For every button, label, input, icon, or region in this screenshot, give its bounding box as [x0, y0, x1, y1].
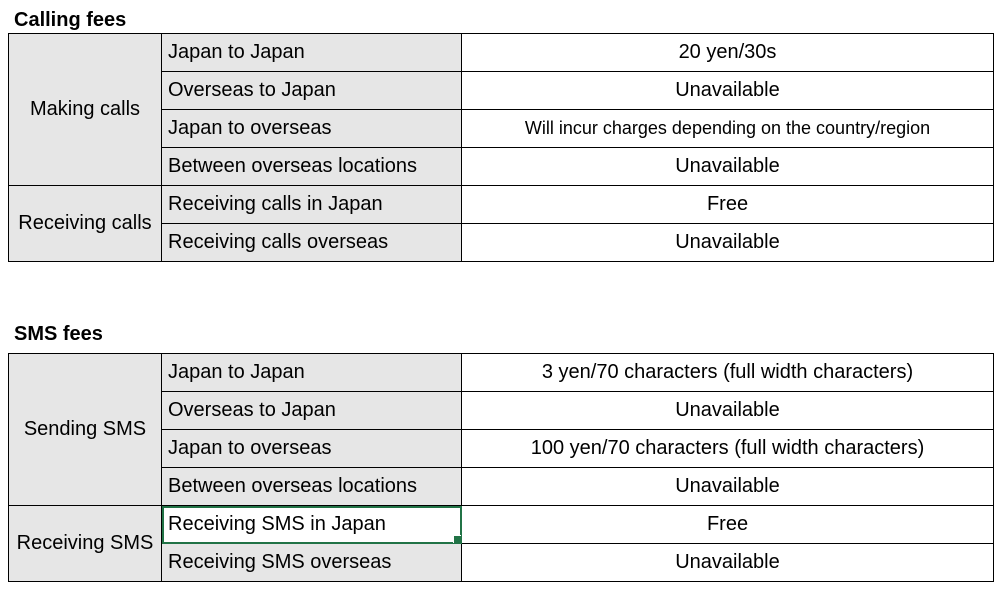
sms-fees-table	[8, 353, 994, 582]
calling-japan-to-japan-label[interactable]: Japan to Japan	[162, 34, 462, 72]
receiving-calls-japan-label[interactable]: Receiving calls in Japan	[162, 186, 462, 224]
sms-fees-title: SMS fees	[14, 323, 103, 345]
calling-between-overseas-value[interactable]: Unavailable	[462, 148, 994, 186]
calling-japan-to-overseas-label[interactable]: Japan to overseas	[162, 110, 462, 148]
calling-fees-title: Calling fees	[14, 9, 127, 31]
receiving-sms-japan-value[interactable]: Free	[462, 506, 994, 544]
sms-overseas-to-japan-label[interactable]: Overseas to Japan	[162, 392, 462, 430]
table-row	[9, 186, 994, 224]
sms-japan-to-overseas-value[interactable]: 100 yen/70 characters (full width characters)	[462, 430, 994, 468]
calling-overseas-to-japan-value[interactable]: Unavailable	[462, 72, 994, 110]
receiving-calls-japan-value[interactable]: Free	[462, 186, 994, 224]
making-calls-group[interactable]: Making calls	[9, 34, 162, 186]
calling-overseas-to-japan-label[interactable]: Overseas to Japan	[162, 72, 462, 110]
receiving-sms-japan-label[interactable]	[162, 506, 462, 544]
sms-japan-to-japan-label[interactable]: Japan to Japan	[162, 354, 462, 392]
receiving-sms-japan-label-text: Receiving SMS in Japan	[168, 513, 386, 535]
calling-japan-to-japan-value[interactable]: 20 yen/30s	[462, 34, 994, 72]
table-row	[9, 354, 994, 392]
receiving-calls-group[interactable]: Receiving calls	[9, 186, 162, 262]
calling-fees-table	[8, 33, 994, 262]
receiving-calls-overseas-label[interactable]: Receiving calls overseas	[162, 224, 462, 262]
sms-between-overseas-label[interactable]: Between overseas locations	[162, 468, 462, 506]
receiving-sms-overseas-value[interactable]: Unavailable	[462, 544, 994, 582]
receiving-sms-group[interactable]: Receiving SMS	[9, 506, 162, 582]
sms-between-overseas-value[interactable]: Unavailable	[462, 468, 994, 506]
sms-overseas-to-japan-value[interactable]: Unavailable	[462, 392, 994, 430]
fill-handle[interactable]	[453, 535, 462, 544]
calling-japan-to-overseas-value[interactable]: Will incur charges depending on the country/region	[462, 110, 994, 148]
sms-japan-to-japan-value[interactable]: 3 yen/70 characters (full width characters)	[462, 354, 994, 392]
table-row	[9, 506, 994, 544]
calling-between-overseas-label[interactable]: Between overseas locations	[162, 148, 462, 186]
sending-sms-group[interactable]: Sending SMS	[9, 354, 162, 506]
receiving-calls-overseas-value[interactable]: Unavailable	[462, 224, 994, 262]
sms-japan-to-overseas-label[interactable]: Japan to overseas	[162, 430, 462, 468]
table-row	[9, 34, 994, 72]
receiving-sms-overseas-label[interactable]: Receiving SMS overseas	[162, 544, 462, 582]
